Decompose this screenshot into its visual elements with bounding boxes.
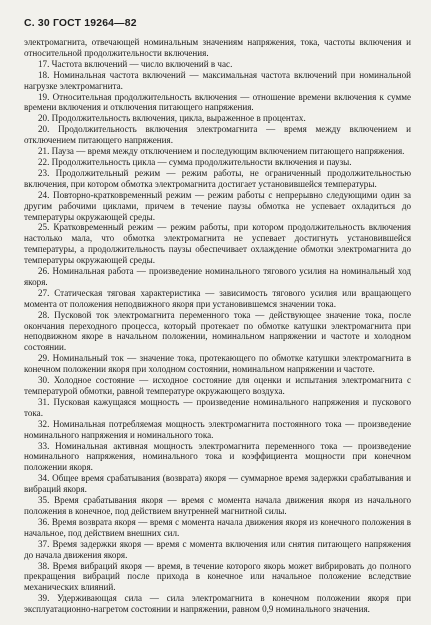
standard-code: ГОСТ 19264—82 [52, 18, 137, 29]
paragraph: 24. Повторно-кратковременный режим — режим работы с непрерывно следующими один за другим рабочими циклами, причем в течение паузы обмотка не успевает охладиться до температуры окружающей среды. [24, 189, 411, 222]
paragraph: 29. Номинальный ток — значение тока, протекающего по обмотке катушки электромагнита в конечном положении якоря при холодном состоянии, номинальном напряжении и частоте. [24, 353, 411, 375]
paragraph: 18. Номинальная частота включений — максимальная частота включений при номинальной нагрузке электромагнита. [24, 69, 411, 91]
paragraph: 34. Общее время срабатывания (возврата) якоря — суммарное время задержки срабатывания и вибраций якоря. [24, 473, 411, 495]
paragraph: 23. Продолжительный режим — режим работы, не ограниченный продолжительностью включения, при котором обмотка электромагнита достигает установившейся температуры. [24, 167, 411, 189]
paragraph: 30. Холодное состояние — исходное состояние для оценки и испытания электромагнита с температурой обмотки, равной температуре окружающего воздуха. [24, 375, 411, 396]
paragraph: 20. Продолжительность включения электромагнита — время между включением и отключением питающего напряжения. [24, 124, 411, 146]
paragraph: 22. Продолжительность цикла — сумма продолжительности включения и паузы. [38, 156, 352, 167]
paragraph: 33. Номинальная активная мощность электромагнита переменного тока — произведение номинального напряжения, номинального тока и коэффициента мощности при конечном положении якоря. [24, 440, 411, 473]
paragraph: 36. Время возврата якоря — время с момента начала движения якоря из конечного положения в начальное, под действием внешних сил. [24, 516, 411, 538]
paragraph: 39. Удерживающая сила — сила электромагнита в конечном положении якоря при эксплуатационно-нагретом состоянии и напряжении, равном 0,9 номинального значения. [24, 593, 411, 615]
paragraph: 17. Частота включений — число включений в час. [38, 58, 233, 69]
paragraph: 32. Номинальная потребляемая мощность электромагнита постоянного тока — произведение номинального напряжения и номинального тока. [24, 418, 411, 440]
paragraph: 35. Время срабатывания якоря — время с момента начала движения якоря из начального положения в конечное, под действием внутренней магнитной силы. [24, 495, 411, 516]
paragraph: 21. Пауза — время между отключением и последующим включением питающего напряжения. [38, 146, 405, 157]
page-number: С. 30 [24, 18, 50, 29]
paragraph: 25. Кратковременный режим — режим работы, при котором продолжительность включения настолько мала, что обмотка электромагнита не успевает достигнуть установившейся температуры, а продолжительность паузы обеспечивает охлаждение обмотки электромагнита до температуры окружающей среды. [24, 222, 411, 266]
page-header [24, 18, 411, 29]
paragraph: 38. Время вибраций якоря — время, в течение которого якорь может вибрировать до полного прекращения вибраций после прихода в конечное или начальное положение вследствие механических влияний. [24, 560, 411, 593]
paragraph: 20. Продолжительность включения, цикла, выраженное в процентах. [38, 113, 306, 124]
paragraph: электромагнита, отвечающей номинальным значениям напряжения, тока, частоты включения и относительной продолжительности включения. [24, 37, 411, 58]
paragraph: 26. Номинальная работа — произведение номинального тягового усилия на номинальный ход якоря. [24, 266, 411, 287]
document-body [24, 37, 411, 615]
paragraph: 27. Статическая тяговая характеристика — зависимость тягового усилия или вращающего момента от положения неподвижного якоря при установившемся значении тока. [24, 287, 411, 309]
paragraph: 28. Пусковой ток электромагнита переменного тока — действующее значение тока, после окончания переходного процесса, который протекает по обмотке катушки электромагнита при неподвижном якоре в начальном положении, номинальном напряжении и частоте и холодном состоянии. [24, 309, 411, 353]
paragraph: 37. Время задержки якоря — время с момента включения или снятия питающего напряжения до начала движения якоря. [24, 538, 411, 560]
paragraph: 31. Пусковая кажущаяся мощность — произведение номинального напряжения и пускового тока. [24, 396, 411, 418]
paragraph: 19. Относительная продолжительность включения — отношение времени включения к сумме времени включения и отключения питающего напряжения. [24, 91, 411, 113]
